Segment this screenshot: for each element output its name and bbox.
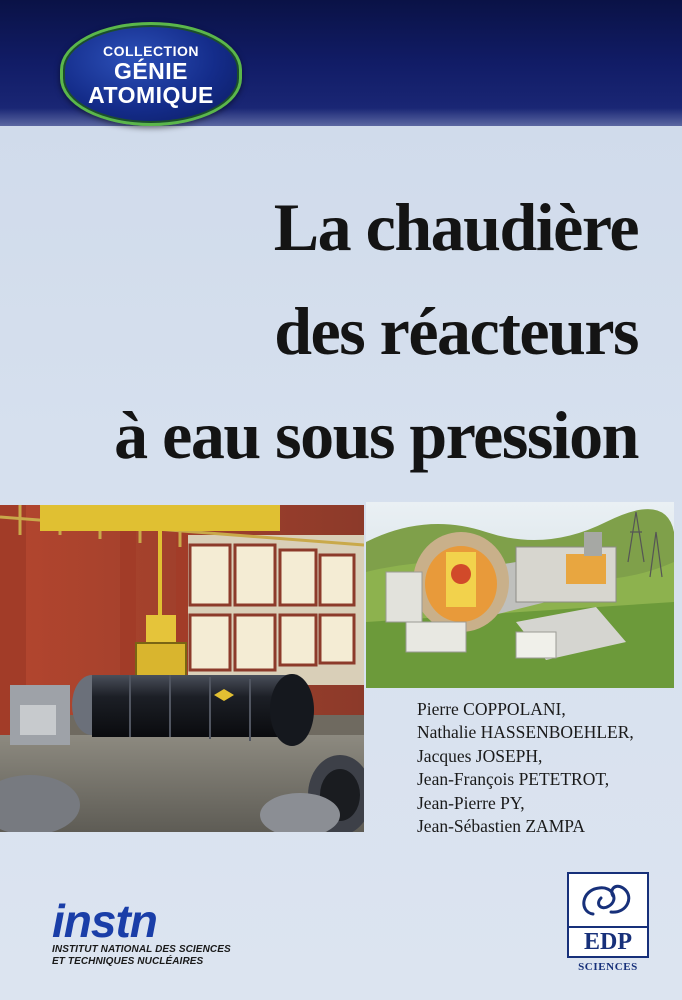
instn-name-line2: ET TECHNIQUES NUCLÉAIRES bbox=[52, 956, 204, 967]
title-line-1: La chaudière bbox=[273, 189, 638, 265]
author-3: Jacques JOSEPH, bbox=[417, 745, 543, 766]
edp-sciences-logo bbox=[567, 872, 649, 976]
factory-hall-photo bbox=[0, 505, 364, 832]
author-2: Nathalie HASSENBOEHLER, bbox=[417, 722, 634, 743]
edp-sciences-label: SCIENCES bbox=[578, 961, 638, 973]
plant-rendering bbox=[366, 502, 674, 688]
collection-name-line1: GÉNIE bbox=[113, 58, 189, 84]
author-5: Jean-Pierre PY, bbox=[417, 792, 525, 813]
collection-badge bbox=[60, 22, 242, 126]
author-list bbox=[417, 698, 677, 838]
author-1: Pierre COPPOLANI, bbox=[417, 699, 566, 719]
title-line-2: des réacteurs bbox=[274, 293, 638, 369]
collection-label: COLLECTION bbox=[103, 43, 199, 59]
edp-wordmark: EDP bbox=[567, 928, 649, 958]
instn-wordmark: instn bbox=[52, 895, 157, 947]
author-4: Jean-François PETETROT, bbox=[417, 769, 610, 790]
book-title bbox=[38, 175, 638, 487]
author-6: Jean-Sébastien ZAMPA bbox=[417, 816, 586, 837]
edp-emblem-icon bbox=[567, 872, 649, 928]
title-line-3: à eau sous pression bbox=[114, 397, 638, 473]
instn-logo bbox=[52, 895, 272, 968]
instn-name-line1: INSTITUT NATIONAL DES SCIENCES bbox=[52, 944, 231, 955]
collection-name-line2: ATOMIQUE bbox=[88, 82, 214, 108]
